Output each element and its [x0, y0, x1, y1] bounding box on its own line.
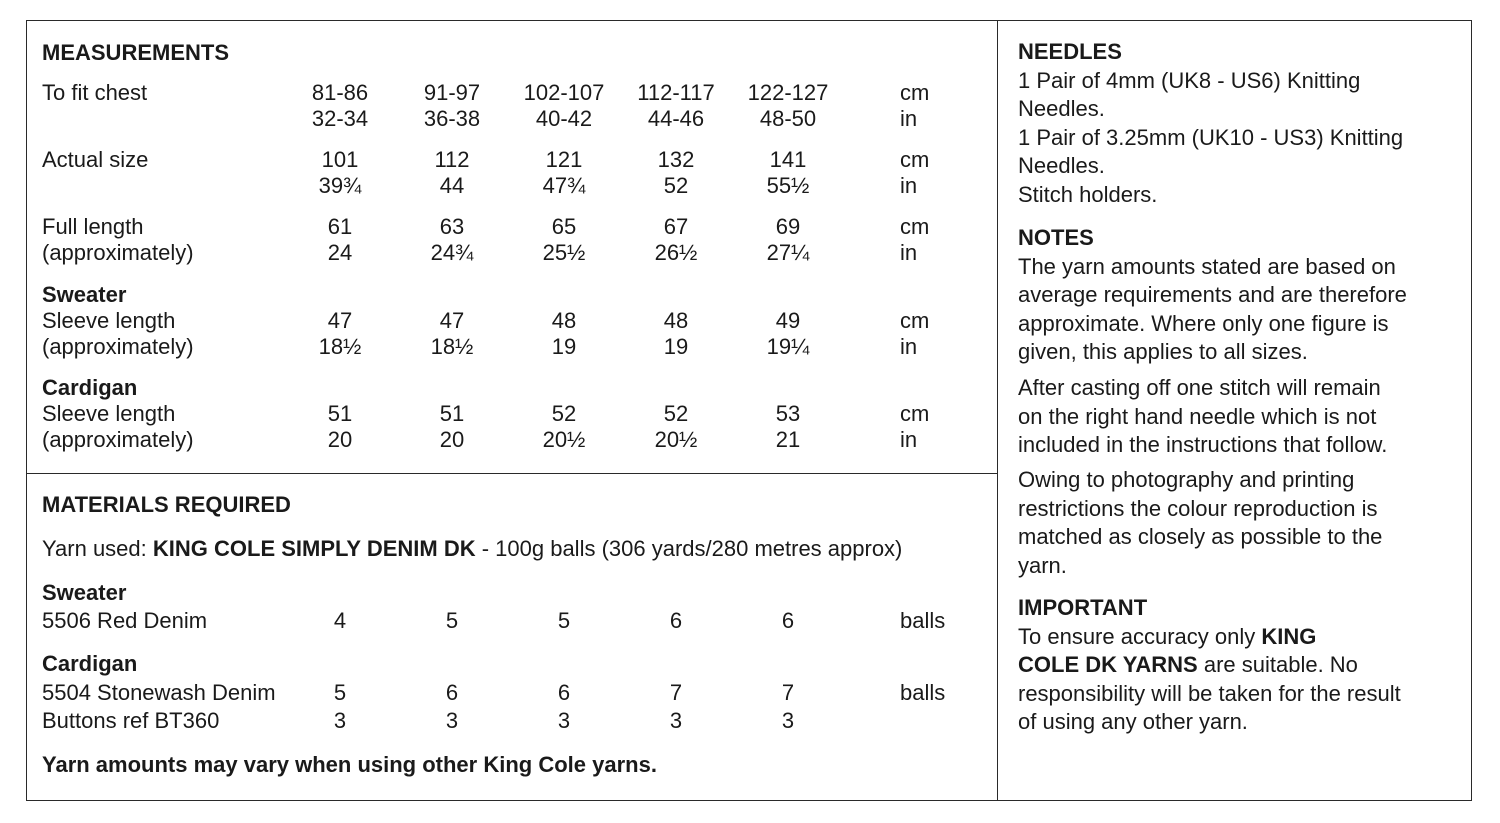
materials-heading: MATERIALS REQUIRED — [42, 492, 291, 517]
measurement-row-label: Sleeve length — [42, 401, 176, 426]
measurement-cm-value: 112 — [434, 147, 470, 172]
material-quantity: 6 — [669, 608, 683, 633]
notes-paragraph-2 — [1018, 374, 1468, 460]
measurement-cm-value: 67 — [663, 214, 689, 239]
measurement-in-value: 44 — [439, 173, 465, 198]
measurement-cm-value: 112-117 — [637, 80, 715, 105]
measurement-in-value: 39¾ — [318, 173, 362, 198]
important-line-2 — [1018, 651, 1468, 680]
measurement-in-value: 27¼ — [766, 240, 810, 265]
measurement-in-value: 25½ — [542, 240, 586, 265]
measurement-cm-value: 48 — [663, 308, 689, 333]
measurement-cm-value: 141 — [769, 147, 807, 172]
material-quantity: 3 — [445, 708, 459, 733]
material-quantity: 5 — [333, 680, 347, 705]
measurement-in-value: 24¾ — [430, 240, 474, 265]
needles-line: Stitch holders. — [1018, 181, 1158, 207]
needles-line: Needles. — [1018, 153, 1105, 178]
measurement-cm-value: 121 — [545, 147, 583, 172]
material-quantity: 3 — [557, 708, 571, 733]
yarn-used-line — [42, 536, 902, 562]
measurement-in-value: 21 — [775, 427, 801, 452]
unit-in: in — [900, 173, 918, 198]
material-quantity: 6 — [781, 608, 795, 633]
unit-in: in — [900, 334, 918, 359]
important-brand: KING — [1261, 623, 1317, 649]
section-divider — [26, 473, 998, 474]
notes-heading: NOTES — [1018, 225, 1094, 250]
measurement-cm-value: 63 — [439, 214, 465, 239]
measurement-row-label: To fit chest — [42, 80, 148, 105]
unit-in: in — [900, 427, 918, 452]
material-item-label: 5504 Stonewash Denim — [42, 680, 276, 705]
measurement-row-label: Sleeve length — [42, 308, 176, 333]
materials-sweater-label: Sweater — [42, 580, 127, 605]
materials-footnote: Yarn amounts may vary when using other King Cole yarns. — [42, 752, 657, 777]
measurement-in-value: 26½ — [654, 240, 698, 265]
material-quantity: 3 — [669, 708, 683, 733]
notes-line: on the right hand needle which is not — [1018, 403, 1377, 429]
important-line-1 — [1018, 623, 1468, 652]
material-quantity: 3 — [781, 708, 795, 733]
important-text: are suitable. No — [1197, 652, 1358, 677]
measurement-in-value: 24 — [327, 240, 353, 265]
needles-line: 1 Pair of 4mm (UK8 - US6) Knitting — [1018, 67, 1361, 93]
notes-line: approximate. Where only one figure is — [1018, 310, 1389, 336]
measurement-in-value: 18½ — [430, 334, 474, 359]
measurement-in-value: 44-46 — [647, 106, 705, 131]
measurement-in-value: 36-38 — [423, 106, 481, 131]
unit-cm: cm — [900, 147, 930, 172]
unit-cm: cm — [900, 80, 930, 105]
measurement-in-value: 19 — [551, 334, 577, 359]
measurement-cm-value: 61 — [327, 214, 353, 239]
important-line-4: of using any other yarn. — [1018, 709, 1248, 734]
measurement-cm-value: 122-127 — [747, 80, 829, 105]
measurement-cm-value: 91-97 — [423, 80, 481, 105]
material-unit: balls — [900, 680, 946, 705]
material-quantity: 3 — [333, 708, 347, 733]
material-quantity: 7 — [781, 680, 795, 705]
measurement-cm-value: 51 — [439, 401, 465, 426]
measurement-in-value: 18½ — [318, 334, 362, 359]
measurement-cm-value: 48 — [551, 308, 577, 333]
material-quantity: 5 — [445, 608, 459, 633]
measurement-cm-value: 101 — [321, 147, 359, 172]
unit-in: in — [900, 240, 918, 265]
material-quantity: 6 — [445, 680, 459, 705]
measurement-cm-value: 49 — [775, 308, 801, 333]
notes-line: average requirements and are therefore — [1018, 282, 1407, 307]
measurement-in-value: 20 — [327, 427, 353, 452]
notes-line: restrictions the colour reproduction is — [1018, 495, 1378, 521]
measurement-in-value: 55½ — [766, 173, 810, 198]
material-quantity: 6 — [557, 680, 571, 705]
measurement-cm-value: 47 — [327, 308, 353, 333]
measurement-cm-value: 102-107 — [523, 80, 605, 105]
measurement-group-label: Sweater — [42, 282, 127, 307]
important-section — [1018, 594, 1468, 737]
needles-section — [1018, 38, 1468, 209]
measurement-row-label: Actual size — [42, 147, 149, 172]
material-item-label: Buttons ref BT360 — [42, 708, 220, 733]
notes-paragraph-3 — [1018, 466, 1468, 580]
measurement-group-label: Cardigan — [42, 375, 138, 400]
notes-section — [1018, 224, 1468, 367]
unit-cm: cm — [900, 214, 930, 239]
unit-cm: cm — [900, 308, 930, 333]
measurement-row-sublabel: (approximately) — [42, 334, 194, 359]
measurement-in-value: 52 — [663, 173, 689, 198]
needles-line: 1 Pair of 3.25mm (UK10 - US3) Knitting — [1018, 124, 1404, 150]
measurement-in-value: 20½ — [654, 427, 698, 452]
measurement-in-value: 32-34 — [311, 106, 369, 131]
material-quantity: 7 — [669, 680, 683, 705]
important-heading: IMPORTANT — [1018, 595, 1148, 620]
column-divider — [997, 20, 998, 801]
measurements-heading: MEASUREMENTS — [42, 40, 230, 65]
measurement-cm-value: 51 — [327, 401, 353, 426]
material-quantity: 4 — [333, 608, 347, 633]
measurement-in-value: 48-50 — [759, 106, 817, 131]
measurement-row-sublabel: (approximately) — [42, 240, 194, 265]
measurement-cm-value: 69 — [775, 214, 801, 239]
notes-line: matched as closely as possible to the — [1018, 524, 1383, 549]
notes-line: The yarn amounts stated are based on — [1018, 253, 1396, 279]
materials-cardigan-label: Cardigan — [42, 651, 138, 676]
material-item-label: 5506 Red Denim — [42, 608, 208, 633]
measurement-in-value: 20 — [439, 427, 465, 452]
measurement-in-value: 19¼ — [766, 334, 810, 359]
measurement-cm-value: 47 — [439, 308, 465, 333]
measurement-cm-value: 65 — [551, 214, 577, 239]
measurement-in-value: 40-42 — [535, 106, 593, 131]
needles-line: Needles. — [1018, 96, 1105, 121]
unit-cm: cm — [900, 401, 930, 426]
important-line-3: responsibility will be taken for the result — [1018, 680, 1401, 706]
measurement-cm-value: 53 — [775, 401, 801, 426]
notes-line: Owing to photography and printing — [1018, 467, 1355, 492]
important-text: To ensure accuracy only — [1018, 623, 1262, 649]
unit-in: in — [900, 106, 918, 131]
measurement-cm-value: 52 — [551, 401, 577, 426]
measurement-row-sublabel: (approximately) — [42, 427, 194, 452]
material-quantity: 5 — [557, 608, 571, 633]
measurement-in-value: 19 — [663, 334, 689, 359]
measurement-in-value: 20½ — [542, 427, 586, 452]
notes-line: After casting off one stitch will remain — [1018, 375, 1381, 400]
measurement-cm-value: 132 — [657, 147, 695, 172]
measurement-cm-value: 81-86 — [311, 80, 369, 105]
yarn-used-suffix: - 100g balls (306 yards/280 metres approx) — [475, 536, 903, 561]
important-brand: COLE DK YARNS — [1018, 652, 1198, 677]
yarn-name: KING COLE SIMPLY DENIM DK — [152, 536, 476, 561]
measurement-row-label: Full length — [42, 214, 144, 239]
material-unit: balls — [900, 608, 946, 633]
needles-heading: NEEDLES — [1018, 39, 1122, 64]
measurement-in-value: 47¾ — [542, 173, 586, 198]
yarn-used-prefix: Yarn used: — [42, 536, 153, 561]
notes-line: yarn. — [1018, 552, 1067, 578]
notes-line: given, this applies to all sizes. — [1018, 339, 1308, 364]
measurement-cm-value: 52 — [663, 401, 689, 426]
notes-line: included in the instructions that follow. — [1018, 432, 1388, 457]
